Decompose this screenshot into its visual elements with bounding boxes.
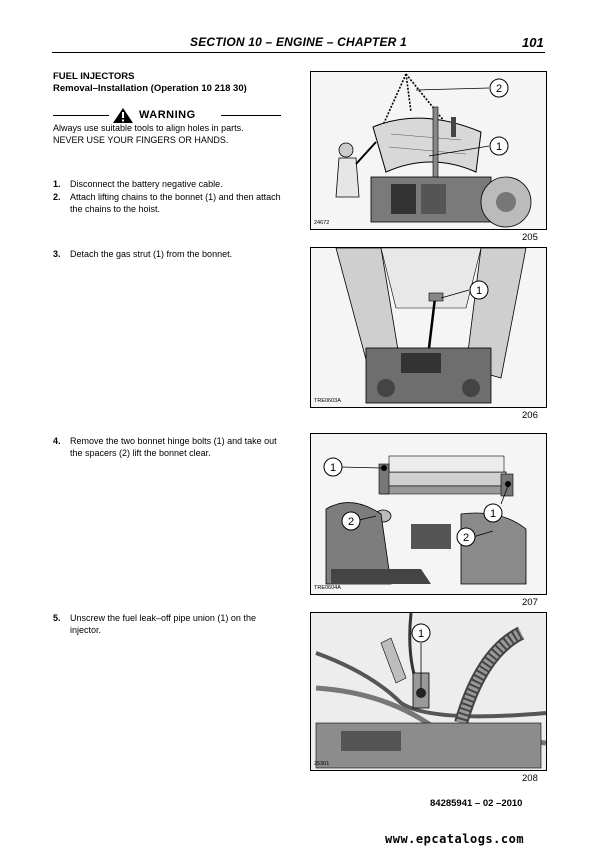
warning-heading: WARNING (139, 109, 196, 121)
figure-number: 208 (522, 773, 538, 784)
section-subtitle: Removal–Installation (Operation 10 218 30) (53, 83, 247, 94)
step-number: 4. (53, 436, 61, 446)
callout-label: 1 (495, 141, 503, 153)
step-text: Attach lifting chains to the bonnet (1) and then attach the chains to the hoist. (70, 192, 281, 214)
step-text: Disconnect the battery negative cable. (70, 179, 223, 189)
page-number: 101 (522, 35, 544, 50)
figure-code: 25301 (314, 761, 330, 767)
figure-gas-strut (310, 247, 547, 408)
figure-number: 207 (522, 597, 538, 608)
warning-line-2: NEVER USE YOUR FINGERS OR HANDS. (53, 135, 229, 145)
figure-fuel-leakoff-union (310, 612, 547, 771)
watermark-url: www.epcatalogs.com (385, 832, 525, 846)
callout-label: 2 (495, 83, 503, 95)
callout-label: 2 (347, 516, 355, 528)
step-number: 2. (53, 192, 61, 202)
warning-banner (53, 108, 281, 122)
figure-bonnet-hinge (310, 433, 547, 595)
warning-line-1: Always use suitable tools to align holes in parts. (53, 123, 244, 133)
figure-number: 206 (522, 410, 538, 421)
section-title: FUEL INJECTORS (53, 71, 135, 82)
step-text: Unscrew the fuel leak–off pipe union (1) on the injector. (70, 613, 256, 635)
figure-number: 205 (522, 232, 538, 243)
step-text: Detach the gas strut (1) from the bonnet. (70, 249, 233, 259)
warning-triangle-icon (113, 108, 133, 123)
step-text: Remove the two bonnet hinge bolts (1) and take out the spacers (2) lift the bonnet clear. (70, 436, 277, 458)
fuel-leakoff-illustration (311, 613, 546, 770)
bonnet-hinge-illustration (311, 434, 546, 594)
figure-code: TRE0604A (314, 585, 341, 591)
bonnet-lifting-illustration (311, 72, 546, 229)
step-number: 1. (53, 179, 61, 189)
warning-rule-right (221, 115, 281, 116)
header-rule (52, 52, 545, 53)
step-number: 5. (53, 613, 61, 623)
section-header-title: SECTION 10 – ENGINE – CHAPTER 1 (190, 35, 407, 49)
step-number: 3. (53, 249, 61, 259)
callout-label: 1 (329, 462, 337, 474)
callout-label: 1 (489, 508, 497, 520)
figure-code: 24672 (314, 220, 330, 226)
gas-strut-illustration (311, 248, 546, 407)
callout-label: 1 (417, 628, 425, 640)
warning-rule-left (53, 115, 109, 116)
figure-code: TRE0603A (314, 398, 341, 404)
callout-label: 1 (475, 285, 483, 297)
figure-bonnet-lifting (310, 71, 547, 230)
callout-label: 2 (462, 532, 470, 544)
document-code: 84285941 – 02 –2010 (430, 798, 523, 809)
